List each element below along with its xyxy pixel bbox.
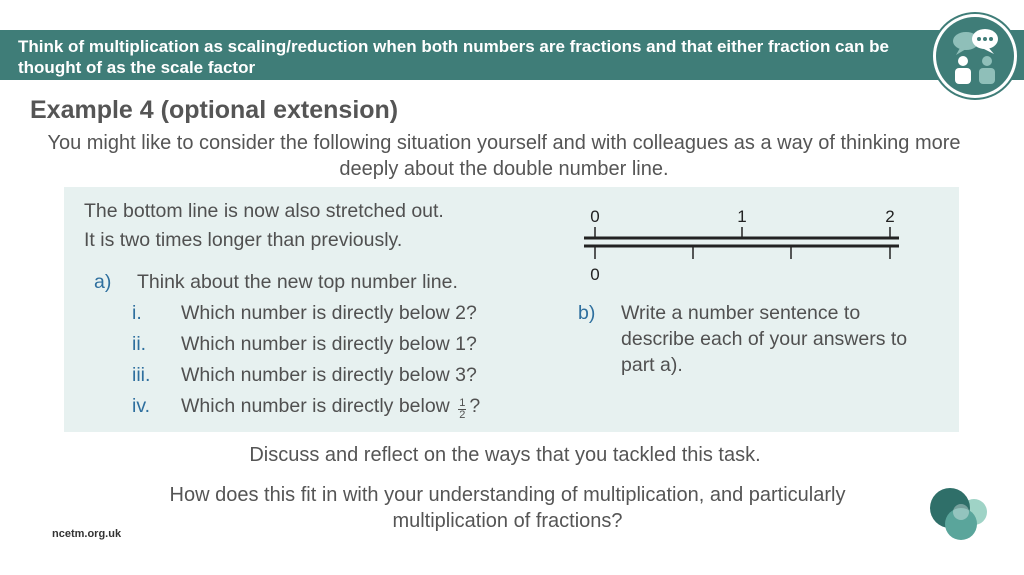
question-marker: ii. — [132, 333, 147, 355]
fraction — [458, 398, 466, 421]
part-a-prompt: Think about the new top number line. — [137, 271, 458, 293]
discussion-prompt: Discuss and reflect on the ways that you tackled this task. — [249, 444, 761, 466]
question-marker: iv. — [132, 395, 151, 417]
fraction-denominator: 2 — [459, 409, 466, 421]
part-b-marker: b) — [578, 302, 596, 324]
example-title: Example 4 (optional extension) — [30, 96, 399, 124]
top-label: 0 — [590, 207, 600, 226]
top-label: 2 — [885, 207, 895, 226]
intro-text: You might like to consider the following situation yourself and with colleagues as a way of thinking more deeply about the double number line. — [47, 132, 961, 180]
banner-title: Think of multiplication as scaling/reduction when both numbers are fractions and that either fraction can be thought of as the scale factor — [18, 37, 889, 77]
bottom-label: 0 — [590, 265, 600, 284]
question-text: Which number is directly below 2? — [181, 302, 477, 324]
double-number-line — [578, 200, 908, 286]
question-text: Which number is directly below — [181, 395, 450, 417]
question-row — [181, 395, 480, 421]
ncetm-logo — [928, 486, 990, 544]
panel-line-1: The bottom line is now also stretched out. — [84, 200, 444, 222]
footer-site: ncetm.org.uk — [52, 528, 122, 540]
reflection-question: How does this fit in with your understanding of multiplication, and particularly multiplication of fractions? — [169, 484, 846, 532]
panel-line-2: It is two times longer than previously. — [84, 229, 403, 251]
question-marker: iii. — [132, 364, 151, 386]
question-text: Which number is directly below 1? — [181, 333, 477, 355]
question-text: Which number is directly below 3? — [181, 364, 477, 386]
part-a-marker: a) — [94, 271, 112, 293]
top-label: 1 — [737, 207, 747, 226]
question-marker: i. — [132, 302, 142, 324]
part-b-text: Write a number sentence to describe each of your answers to part a). — [621, 302, 908, 376]
discussion-people-icon — [933, 14, 1017, 98]
question-suffix: ? — [469, 395, 481, 417]
fraction-numerator: 1 — [459, 397, 466, 409]
